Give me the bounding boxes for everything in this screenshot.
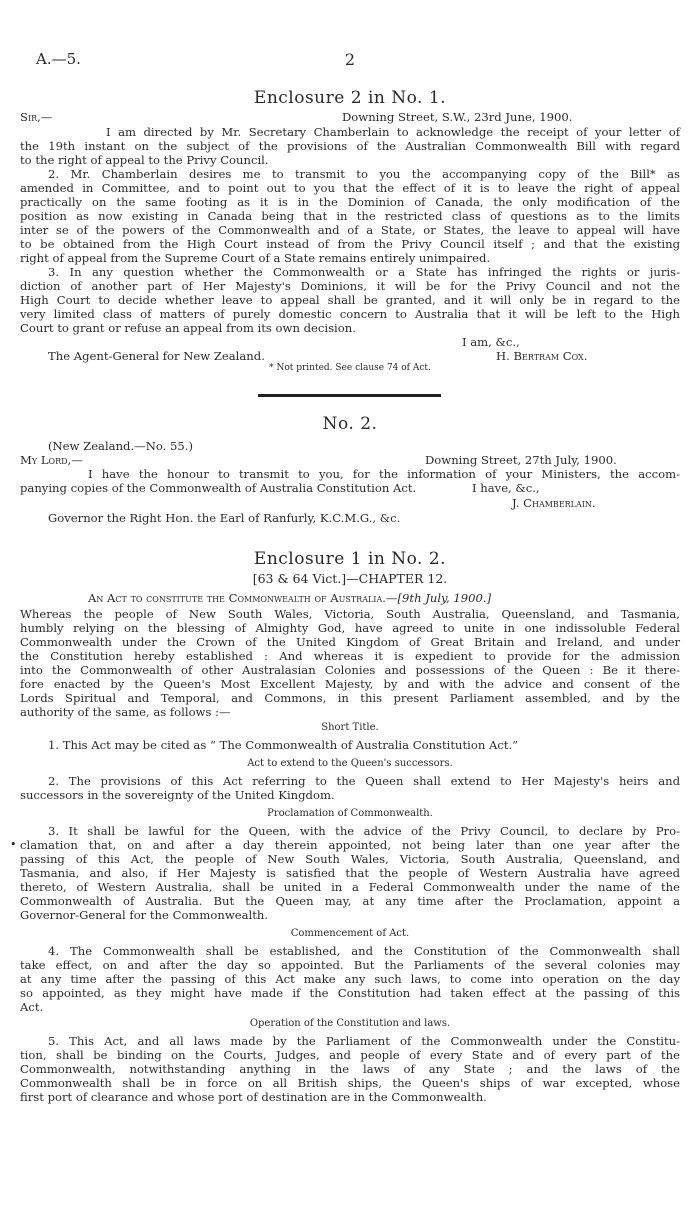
section-2-line: successors in the sovereignty of the United Kingdom. bbox=[20, 788, 335, 802]
preamble-line: Lords Spiritual and Temporal, and Commons, in this present Parliament assembled, and by the bbox=[20, 691, 680, 705]
no2-reference: (New Zealand.—No. 55.) bbox=[48, 439, 194, 453]
section-heading: Commencement of Act. bbox=[290, 928, 410, 939]
preamble-line: humbly relying on the blessing of Almighty God, have agreed to unite in one indissoluble Federal bbox=[20, 621, 680, 635]
margin-mark: • bbox=[10, 838, 17, 851]
preamble-line: fore enacted by the Queen's Most Excellent Majesty, by and with the advice and consent of the bbox=[20, 677, 680, 691]
section-heading: Short Title. bbox=[321, 722, 379, 733]
enc2-salutation-line bbox=[20, 110, 680, 124]
section-5-line: Commonwealth, notwithstanding anything in the laws of any State ; and the laws of the bbox=[20, 1062, 680, 1076]
enc2-p1-line: the 19th instant on the subject of the provisions of the Australian Commonwealth Bill with regard bbox=[20, 139, 680, 153]
section-5-line: first port of clearance and whose port of destination are in the Commonwealth. bbox=[20, 1090, 487, 1104]
no2-addressee: Governor the Right Hon. the Earl of Ranfurly, K.C.M.G., &c. bbox=[48, 511, 401, 525]
preamble-line: Commonwealth under the Crown of the United Kingdom of Great Britain and Ireland, and under bbox=[20, 635, 680, 649]
enc2-p3-line: very limited class of matters of purely domestic concern to Australia that it will be left to the High bbox=[20, 307, 680, 321]
section-3-line: Commonwealth of Australia. But the Queen may, at any time after the Proclamation, appoint a bbox=[20, 894, 680, 908]
section-heading: Act to extend to the Queen's successors. bbox=[247, 758, 453, 769]
no2-p1-line: panying copies of the Commonwealth of Australia Constitution Act. bbox=[20, 481, 417, 495]
section-3-line: Tasmania, and also, if Her Majesty is satisfied that the people of Western Australia have agreed bbox=[20, 866, 680, 880]
enc2-salutation: Sir,— bbox=[20, 110, 53, 124]
document-reference: A.—5. bbox=[36, 50, 81, 68]
enclosure-1-title: Enclosure 1 in No. 2. bbox=[253, 549, 447, 569]
act-title: An Act to constitute the Commonwealth of Australia.— bbox=[88, 591, 398, 605]
preamble-line: into the Commonwealth of other Australasian Colonies and possessions of the Queen : Be it there- bbox=[20, 663, 680, 677]
section-4-line: so appointed, as they might have made if the Constitution had taken effect at the passing of this bbox=[20, 986, 680, 1000]
section-3-line: passing of this Act, the people of New South Wales, Victoria, South Australia, Queensland, and bbox=[20, 852, 680, 866]
enc2-p2-line: position as now existing in Canada being that in the restricted class of questions as to the limits bbox=[20, 209, 680, 223]
no2-p1-line: I have the honour to transmit to you, for the information of your Ministers, the accom- bbox=[88, 467, 680, 481]
no2-title: No. 2. bbox=[322, 414, 378, 434]
no2-place-date: Downing Street, 27th July, 1900. bbox=[425, 453, 617, 467]
no2-salutation-line bbox=[20, 453, 680, 467]
preamble-line: the Constitution hereby established : And whereas it is expedient to provide for the admission bbox=[20, 649, 680, 663]
enc2-footnote: * Not printed. See clause 74 of Act. bbox=[269, 363, 431, 373]
no2-salutation: My Lord,— bbox=[20, 453, 83, 467]
section-3-line: 3. It shall be lawful for the Queen, with the advice of the Privy Council, to declare by Pro- bbox=[48, 824, 680, 838]
enc2-p3-line: diction of another part of Her Majesty's Dominions, it will be for the Privy Council and not the bbox=[20, 279, 680, 293]
section-4-line: at any time after the passing of this Act make any such laws, to come into operation on the day bbox=[20, 972, 680, 986]
act-title-line bbox=[88, 591, 648, 605]
section-4-line: Act. bbox=[20, 1000, 44, 1014]
section-heading: Operation of the Constitution and laws. bbox=[249, 1018, 451, 1029]
enc2-addressee: The Agent-General for New Zealand. bbox=[48, 349, 265, 363]
act-chapter: [63 & 64 Vict.]—CHAPTER 12. bbox=[252, 571, 448, 586]
enc2-place-date: Downing Street, S.W., 23rd June, 1900. bbox=[342, 110, 573, 124]
preamble-line: Whereas the people of New South Wales, Victoria, South Australia, Queensland, and Tasmania, bbox=[20, 607, 680, 621]
enclosure-2-title: Enclosure 2 in No. 1. bbox=[253, 88, 447, 108]
enc2-p2-line: 2. Mr. Chamberlain desires me to transmit to you the accompanying copy of the Bill* as bbox=[48, 167, 680, 181]
enc2-signature: H. Bertram Cox. bbox=[496, 349, 588, 363]
section-4-line: take effect, on and after the day so appointed. But the Parliaments of the several colonies may bbox=[20, 958, 680, 972]
enc2-p1-line: I am directed by Mr. Secretary Chamberlain to acknowledge the receipt of your letter of bbox=[106, 125, 680, 139]
section-5-line: 5. This Act, and all laws made by the Parliament of the Commonwealth under the Constitu- bbox=[48, 1034, 680, 1048]
section-heading: Proclamation of Commonwealth. bbox=[267, 808, 433, 819]
enc2-p2-line: practically on the same footing as it is in the Dominion of Canada, the only modification of the bbox=[20, 195, 680, 209]
enc2-closing: I am, &c., bbox=[462, 335, 520, 349]
section-3-line: clamation that, on and after a day therein appointed, not being later than one year after the bbox=[20, 838, 680, 852]
no2-closing: I have, &c., bbox=[472, 481, 540, 495]
section-5-line: tion, shall be binding on the Courts, Judges, and people of every State and of every part of the bbox=[20, 1048, 680, 1062]
enc2-p3-line: Court to grant or refuse an appeal from its own decision. bbox=[20, 321, 356, 335]
section-4-line: 4. The Commonwealth shall be established, and the Constitution of the Commonwealth shall bbox=[48, 944, 680, 958]
section-2-line: 2. The provisions of this Act referring to the Queen shall extend to Her Majesty's heirs and bbox=[48, 774, 680, 788]
act-date: [9th July, 1900.] bbox=[397, 591, 492, 605]
enc2-p3-line: High Court to decide whether leave to appeal shall be granted, and it will only be in regard to the bbox=[20, 293, 680, 307]
enc2-p2-line: to be obtained from the High Court instead of from the Privy Council itself ; and that the existing bbox=[20, 237, 680, 251]
section-5-line: Commonwealth shall be in force on all British ships, the Queen's ships of war excepted, whose bbox=[20, 1076, 680, 1090]
section-divider bbox=[258, 394, 441, 397]
enc2-p2-line: inter se of the powers of the Commonwealth and of a State, or States, the leave to appeal will have bbox=[20, 223, 680, 237]
section-3-line: thereto, of Western Australia, shall be united in a Federal Commonwealth under the name of the bbox=[20, 880, 680, 894]
enc2-p2-line: right of appeal from the Supreme Court of a State remains entirely unimpaired. bbox=[20, 251, 491, 265]
enc2-p3-line: 3. In any question whether the Commonwealth or a State has infringed the rights or juris- bbox=[48, 265, 680, 279]
preamble-line: authority of the same, as follows :— bbox=[20, 705, 231, 719]
enc2-p1-line: to the right of appeal to the Privy Council. bbox=[20, 153, 269, 167]
page-number: 2 bbox=[344, 50, 356, 69]
enc2-p2-line: amended in Committee, and to point out to you that the effect of it is to leave the right of appeal bbox=[20, 181, 680, 195]
no2-signature: J. Chamberlain. bbox=[512, 496, 596, 510]
section-1: 1. This Act may be cited as “ The Commonwealth of Australia Constitution Act.” bbox=[48, 738, 519, 752]
section-3-line: Governor-General for the Commonwealth. bbox=[20, 908, 269, 922]
